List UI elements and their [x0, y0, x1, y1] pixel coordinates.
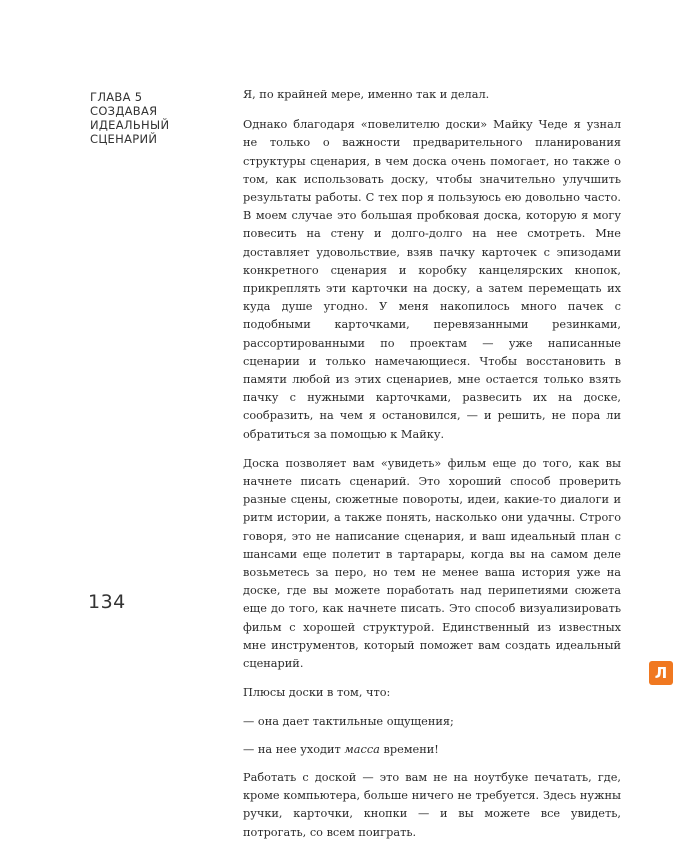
paragraph: Однако благодаря «повелителю доски» Майку Чеде я узнал не только о важности предварительного планирования структуры сценария, в чем доска очень помогает, но также о том, как использовать доску, чтобы значительно улучшить результаты работы. С тех пор я пользуюсь ею довольно часто. В моем случае это большая пробковая доска, которую я могу повесить на стену и долго-долго на нее смотреть. Мне доставляет удовольствие, взяв пачку карточек с эпизодами конкретного сценария и коробку канцелярских кнопок, прикреплять эти карточки на доску, а затем перемещать их куда душе угодно. У меня накопилось много пачек с подобными карточками, перевязанными резинками, рассортированными по проектам — уже написанные сценарии и только намечающиеся. Чтобы восстановить в памяти любой из этих сценариев, мне остается только взять пачку с нужными карточками, развесить их на доске, сообразить, на чем я остановился, — и решить, не пора ли обратиться за помощью к Майку. — [243, 118, 621, 441]
chapter-heading — [90, 90, 220, 146]
paragraph: Доска позволяет вам «увидеть» фильм еще до того, как вы начнете писать сценарий. Это хороший способ проверить разные сцены, сюжетные повороты, идеи, какие-то диалоги и ритм истории, а также понять, насколько они удачны. Строго говоря, это не написание сценария, и ваш идеальный план с шансами еще полетит в тартарары, когда вы на самом деле возьметесь за перо, но тем не менее ваша история уже на доске, где вы можете поработать над перипетиями сюжета еще до того, как начнете писать. Это способ визуализировать фильм с хорошей структурой. Единственный из известных мне инструментов, который поможет вам создать идеальный сценарий. — [243, 456, 621, 671]
body-text — [243, 86, 621, 853]
paragraph: Работать с доской — это вам не на ноутбуке печатать, где, кроме компьютера, больше ничего не требуется. Здесь нужны ручки, карточки, кнопки — и вы можете все увидеть, потрогать, со всем поиграть. — [243, 770, 621, 839]
chapter-title-line: ИДЕАЛЬНЫЙ — [90, 118, 170, 132]
page-number: 134 — [88, 591, 126, 613]
emphasis: масса — [344, 742, 380, 756]
chapter-title-line: СОЗДАВАЯ — [90, 104, 158, 118]
list-item-text: — на нее уходит — [243, 742, 345, 756]
chapter-title-line: СЦЕНАРИЙ — [90, 132, 158, 146]
list-item: — она дает тактильные ощущения; — [243, 714, 454, 728]
chapter-number: ГЛАВА 5 — [90, 90, 143, 104]
list-item — [243, 741, 621, 759]
publisher-logo-icon: Л — [649, 661, 673, 685]
paragraph: Плюсы доски в том, что: — [243, 686, 391, 700]
paragraph: Я, по крайней мере, именно так и делал. — [243, 88, 490, 101]
list-item-text: времени! — [379, 742, 439, 756]
